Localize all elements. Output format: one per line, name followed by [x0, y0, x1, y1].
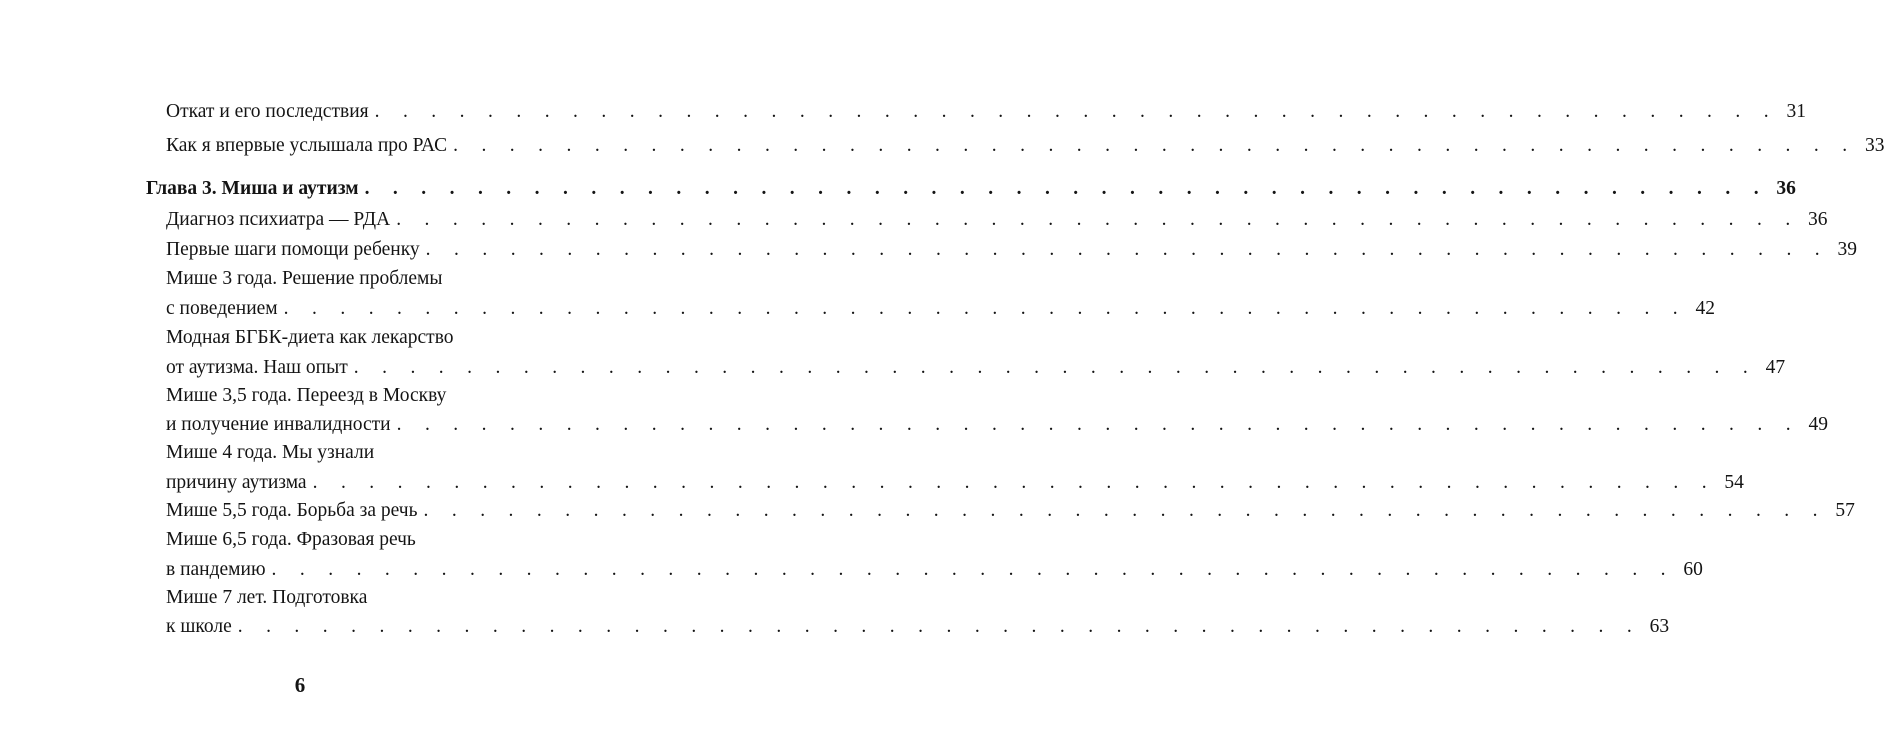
toc-entry-page: 57: [1835, 500, 1855, 521]
toc-entry-title: Мише 5,5 года. Борьба за речь: [166, 500, 418, 521]
toc-entry-page: 31: [1786, 101, 1806, 122]
dot-leader: . . . . . . . . . . . . . . . . . . . . . . . . . . . . . . . . . . . . . . . . . . . . . . . . . .: [425, 239, 1829, 260]
dot-leader: . . . . . . . . . . . . . . . . . . . . . . . . . . . . . . . . . . . . . . . . . . . . . . . . . .: [283, 298, 1687, 319]
toc-entry-title: Откат и его последствия: [166, 101, 369, 122]
toc-entry-page: 60: [1683, 559, 1703, 580]
toc-entry: [166, 97, 1806, 127]
dot-leader: . . . . . . . . . . . . . . . . . . . . . . . . . . . . . . . . . . . . . . . . . . . . . . . . . .: [423, 500, 1827, 521]
dot-leader: . . . . . . . . . . . . . . . . . . . . . . . . . . . . . . . . . . . . . . . . . . . . . . . . . .: [312, 472, 1716, 493]
toc-entry-page: 36: [1808, 209, 1828, 230]
chapter-page: 36: [1776, 178, 1796, 199]
toc-entry-title-first-line: Мише 3,5 года. Переезд в Москву: [166, 385, 447, 406]
toc-entry-title: Первые шаги помощи ребенку: [166, 239, 420, 260]
toc-entry-title: причину аутизма: [166, 472, 307, 493]
toc-entry-page: 54: [1724, 472, 1744, 493]
toc-entry-page: 49: [1808, 414, 1828, 435]
toc-entry-page: 42: [1695, 298, 1715, 319]
toc-entry: [166, 496, 1855, 526]
toc-entry-title: к школе: [166, 616, 232, 637]
toc-entry-title-first-line: Модная БГБК-диета как лекарство: [166, 327, 454, 348]
toc-entry-page: 39: [1837, 239, 1857, 260]
toc-entry-page: 63: [1649, 616, 1670, 637]
chapter-heading: [146, 174, 1796, 204]
dot-leader: . . . . . . . . . . . . . . . . . . . . . . . . . . . . . . . . . . . . . . . . . . . . . . . . . .: [374, 101, 1778, 122]
toc-entry-title: в пандемию: [166, 559, 266, 580]
toc-entry: [166, 468, 1744, 498]
toc-entry-title: Диагноз психиатра — РДА: [166, 209, 391, 230]
page-number: 6: [294, 673, 306, 697]
toc-entry-title-first-line: Мише 7 лет. Подготовка: [166, 587, 368, 608]
dot-leader: . . . . . . . . . . . . . . . . . . . . . . . . . . . . . . . . . . . . . . . . . . . . . . . . . .: [237, 616, 1642, 637]
toc-entry-page: 33: [1864, 135, 1884, 156]
dot-leader: . . . . . . . . . . . . . . . . . . . . . . . . . . . . . . . . . . . . . . . . . . . . . . . . . .: [396, 414, 1800, 435]
dot-leader: . . . . . . . . . . . . . . . . . . . . . . . . . . . . . . . . . . . . . . . . . . . . . . . . . .: [396, 209, 1800, 230]
toc-entry-title: от аутизма. Наш опыт: [166, 357, 348, 378]
toc-entry-title: Как я впервые услышала про РАС: [166, 135, 448, 156]
toc-entry: [166, 612, 1670, 642]
toc-entry-page: 47: [1765, 357, 1786, 378]
toc-entry-title-first-line: Мише 3 года. Решение проблемы: [166, 268, 443, 289]
toc-entry-title-first-line: Мише 6,5 года. Фразовая речь: [166, 529, 416, 550]
toc-entry-title-first-line: Мише 4 года. Мы узнали: [166, 442, 375, 463]
dot-leader: . . . . . . . . . . . . . . . . . . . . . . . . . . . . . . . . . . . . . . . . . . . . . . . . . .: [353, 357, 1758, 378]
toc-entry: [166, 205, 1828, 235]
toc-entry: [166, 410, 1828, 440]
dot-leader: . . . . . . . . . . . . . . . . . . . . . . . . . . . . . . . . . . . . . . . . . . . . . . . . . .: [453, 135, 1857, 156]
dot-leader: . . . . . . . . . . . . . . . . . . . . . . . . . . . . . . . . . . . . . . . . . . . . . . . . . .: [364, 178, 1768, 199]
toc-entry: [166, 235, 1857, 265]
toc-entry: [166, 555, 1703, 585]
toc-entry: [166, 353, 1786, 383]
toc-entry: [166, 294, 1715, 324]
toc-entry-title: с поведением: [166, 298, 278, 319]
chapter-title: Глава 3. Миша и аутизм: [146, 178, 359, 199]
toc-entry: [166, 131, 1884, 161]
toc-entry-title: и получение инвалидности: [166, 414, 391, 435]
dot-leader: . . . . . . . . . . . . . . . . . . . . . . . . . . . . . . . . . . . . . . . . . . . . . . . . . .: [271, 559, 1675, 580]
